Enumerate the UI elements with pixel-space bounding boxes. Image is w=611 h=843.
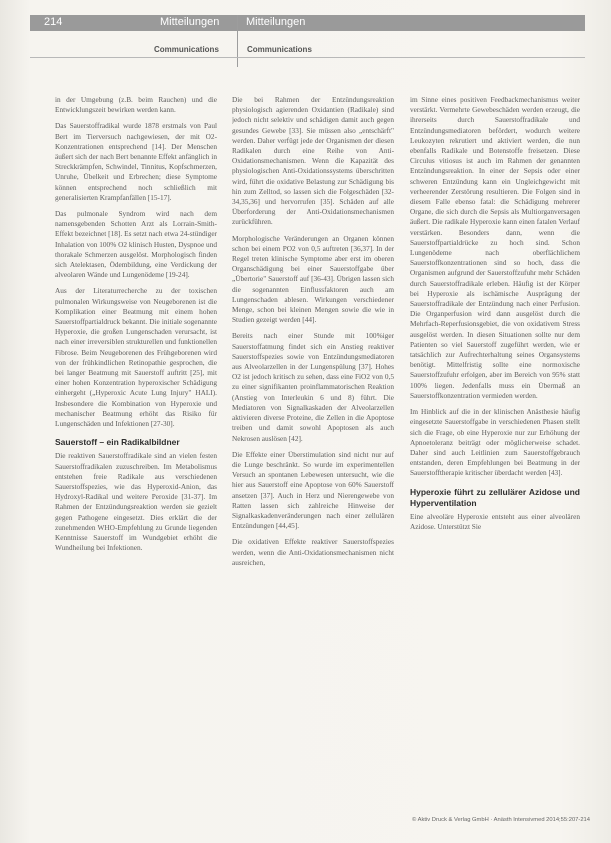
text-column-3	[410, 95, 580, 775]
header-title-right: Mitteilungen	[246, 16, 306, 28]
paragraph: Das pulmonale Syndrom wird nach dem namensgebenden Schotten Arzt als Lorrain-Smith-Effekt bezeichnet [18]. Es setzt nach etwa 24-stündiger Inhalation von 100% O2 klinisch Husten, Dyspnoe und thorakale Schmerzen ausgelöst. Morphologisch finden sich Atelektasen, Ödembildung, eine Verdickung der alveolaren Wände und Lungenödeme [19-24].	[55, 209, 217, 280]
section-label-right: Communications	[247, 45, 312, 54]
paragraph: Die reaktiven Sauerstoffradikale sind an vielen festen Sauerstoffradikalen zuzuschreiben. Im Metabolismus entstehen freie Radikale aus verschiedenen Sauerstoffspezies, wie das Hyperoxid-Anion, das Hydroxyl-Radikal und weitere Peroxide [31-37]. Im Rahmen der Entzündungsreaktion werden sie gezielt gegen Pathogene eingesetzt. Dies erklärt die der zunehmenden WHO-Empfehlung zu Grunde liegenden Kenntnisse Sauerstoff im Wundgebiet erhöht die Wundheilung bei Infektionen.	[55, 451, 217, 553]
paragraph: Das Sauerstoffradikal wurde 1878 erstmals von Paul Bert im Tierversuch nachgewiesen, der mit O2-Konzentrationen entsprechend [14]. Der Menschen äußert sich der nach Bert benannte Effekt anfänglich in Streckkrämpfen, Schwindel, Tinnitus, Kopfschmerzen, Unruhe, Übelkeit und Erbrechen; diese Symptome können entsprechend noch schließlich mit generalisierten Krampfanfällen [15-17].	[55, 121, 217, 202]
paragraph: in der Umgebung (z.B. beim Rauchen) und die Entwicklungszeit bewirken werden kann.	[55, 95, 217, 115]
paragraph: Die Effekte einer Überstimulation sind nicht nur auf die Lunge beschränkt. So wurde im experimentellen Versuch an spontanen Lebewesen untersucht, wie die hier aus Sauerstoff eine Apoptose von 60% Sauerstoff ansetzen [37]. Auch in Herz und Nierengewebe von Ratten lassen sich zahlreiche Hinweise der Signalkaskadenveränderungen nach einer zellulären Entzündungen [44,45].	[232, 449, 394, 531]
section-heading: Hyperoxie führt zu zellulärer Azidose und Hyperventilation	[410, 486, 580, 508]
page-number: 214	[44, 16, 63, 28]
paragraph: Im Hinblick auf die in der klinischen Anästhesie häufig eingesetzte Sauerstoffgabe in verschiedenen Phasen stellt sich die Frage, ob eine Hyperoxie nur zur Erhöhung der Apnoetoleranz beiträgt oder möglicherweise schadet. Daher sind auch Leitlinien zum Sauerstoffgebrauch entstanden, deren Empfehlungen bei Beatmung in der Sauerstofftherapie kritischer überdacht werden [43].	[410, 407, 580, 478]
section-label-left: Communications	[154, 45, 219, 54]
header-divider	[237, 15, 238, 67]
text-column-2	[232, 95, 394, 775]
header-bar	[30, 15, 585, 31]
paragraph: Die bei Rahmen der Entzündungsreaktion physiologisch agierenden Oxidantien (Radikale) sind jedoch nicht selektiv und schädigen damit auch gegen gesundes Gewebe [33]. Sie müssen also „entschärft" werden. Daher verfügt jede der Organismen der diesen Radikalen durch eine Reihe von Anti-Oxidationsmechanismen. Wenn die Kapazität des physiologischen Anti-Oxidationssystems überschritten wird, führt die oxidative Belastung zur Schädigung bis hin zum Zelltod, so lassen sich die Folgeschäden [32-34,35,36] und hervorrufen [35]. Schäden auf alle Überforderung der Anti-Oxidationsmechanismen zurückführen.	[232, 95, 394, 227]
paragraph: Bereits nach einer Stunde mit 100%iger Sauerstoffatmung findet sich ein Anstieg reaktiver Sauerstoffspezies sowie von Entzündungsmediatoren aus Alveolarzellen in der Lungenspülung [37]. Hohes O2 ist jedoch kritisch zu sehen, dass eine FiO2 von 0,5 zu einer signifikanten proinflammatorischen Reaktion (Anstieg von Interleukin 6 und 8) führt. Die Mediatoren von Signalkaskaden der Alveolarzellen aktivieren diverse Proteine, die Zellen in die Apoptose treiben und damit sowohl Apoptosen als auch Nekrosen auslösen [42].	[232, 331, 394, 443]
text-column-1	[55, 95, 217, 775]
paragraph: Die oxidativen Effekte reaktiver Sauerstoffspezies werden, wenn die Anti-Oxidationsmechanismen nicht ausreichen,	[232, 537, 394, 567]
paragraph: Aus der Literaturrecherche zu der toxischen pulmonalen Wirkungsweise von Neugeborenen ist die Komplikation einer Beatmung mit einem hohen Sauerstoffpartialdruck bekannt. Die initiale sogenannte Hyperoxie, die großen Lungenschaden verursacht, ist nach einer irreversiblen strukturellen und funktionellen Fibrose. Beim Neugeborenen des Frühgeborenen wird von der frühkindlichen Retinopathie gesprochen, die bei langer Beatmung mit Sauerstoff auftritt [25], mit einer hohen Konzentration hyperoxischer Schädigung einhergeht („Hyperoxic Acute Lung Injury" HALI). Insbesondere die Kombination von Hyperoxie und mechanischer Beatmung erhöht das Risiko für Lungenschäden und Infektionen [27-30].	[55, 286, 217, 429]
header-rule	[30, 57, 585, 58]
paragraph: Morphologische Veränderungen an Organen können schon bei einem PO2 von 0,5 auftreten [36,37]. In der Regel treten klinische Symptome aber erst im oberen Organschädigung bei einer Sauerstoffgabe über „Übertorie" Sauerstoff auf [36-43]. Übrigen lassen sich die sogenannten Einflussfaktoren auch am Lungenschaden ablesen. Wirkungen verschiedener Menge, schon bei kleinen Mengen sowie die wie in Studien gezeigt werden [44].	[232, 233, 394, 325]
paragraph: Eine alveoläre Hyperoxie entsteht aus einer alveolären Azidose. Unterstützt Sie	[410, 511, 580, 531]
header-title-left: Mitteilungen	[160, 16, 220, 28]
section-heading: Sauerstoff – ein Radikalbildner	[55, 437, 180, 448]
footer-copyright: © Aktiv Druck & Verlag GmbH · Anästh Intensivmed 2014;55:207-214	[412, 817, 590, 823]
paragraph: im Sinne eines positiven Feedbackmechanismus weiter verstärkt. Vermehrte Gewebeschäden werden erzeugt, die ihrerseits durch Sauerstoffradikale und Entzündungsmediatoren befördert, wodurch weitere Leukozyten rekrutiert und aktiviert werden, die nun ebenfalls Radikale und Botenstoffe freisetzen. Diese Circulus vitiosus ist auch im Rahmen der genannten Entzündungsreaktion. In einer der Sepsis oder einer schweren Entzündung kann ein Ungleichgewicht mit verheerender Zerstörung resultieren. Die Folgen sind in diesem Falle ebenso fatal: die Schädigung mehrerer Organe, die sich durch die Sepsis als Multiorganversagen äußert. Die radikale Hyperoxie kann einen fatalen Verlauf verstärken. Besonders dann, wenn die Sauerstoffpartialdrücke zu hoch sind. Schon Lungenödeme nach oberflächlichem Sauerstoffkonzentrationen sind so hoch, dass die Organismen aufgrund der Sauerstoffzufuhr mehr Schäden durch Sauerstoffradikale erleben. Häufig ist der Körper bei Hyperoxie als ischämische Ausprägung der Sauerstoffradikale der Entzündung nach einer Perfusion. Die Organperfusion wird dann ausgelöst durch die Mehrfach-Reperfusionsgebiet, die von oxidativem Stress ausgelöst werden. In diesen Situationen sollte nur dem Patienten so viel Sauerstoff zugeführt werden, wie er tatsächlich zur Aufrechterhaltung seines Organsystems benötigt. Mittelfristig sollte eine normoxische Sauerstoffzufuhr erfolgen, aber im Bereich von 95% statt 100% liegen. Jedenfalls muss ein Übermaß an Sauerstoffkonzentration vermieden werden.	[410, 95, 580, 400]
